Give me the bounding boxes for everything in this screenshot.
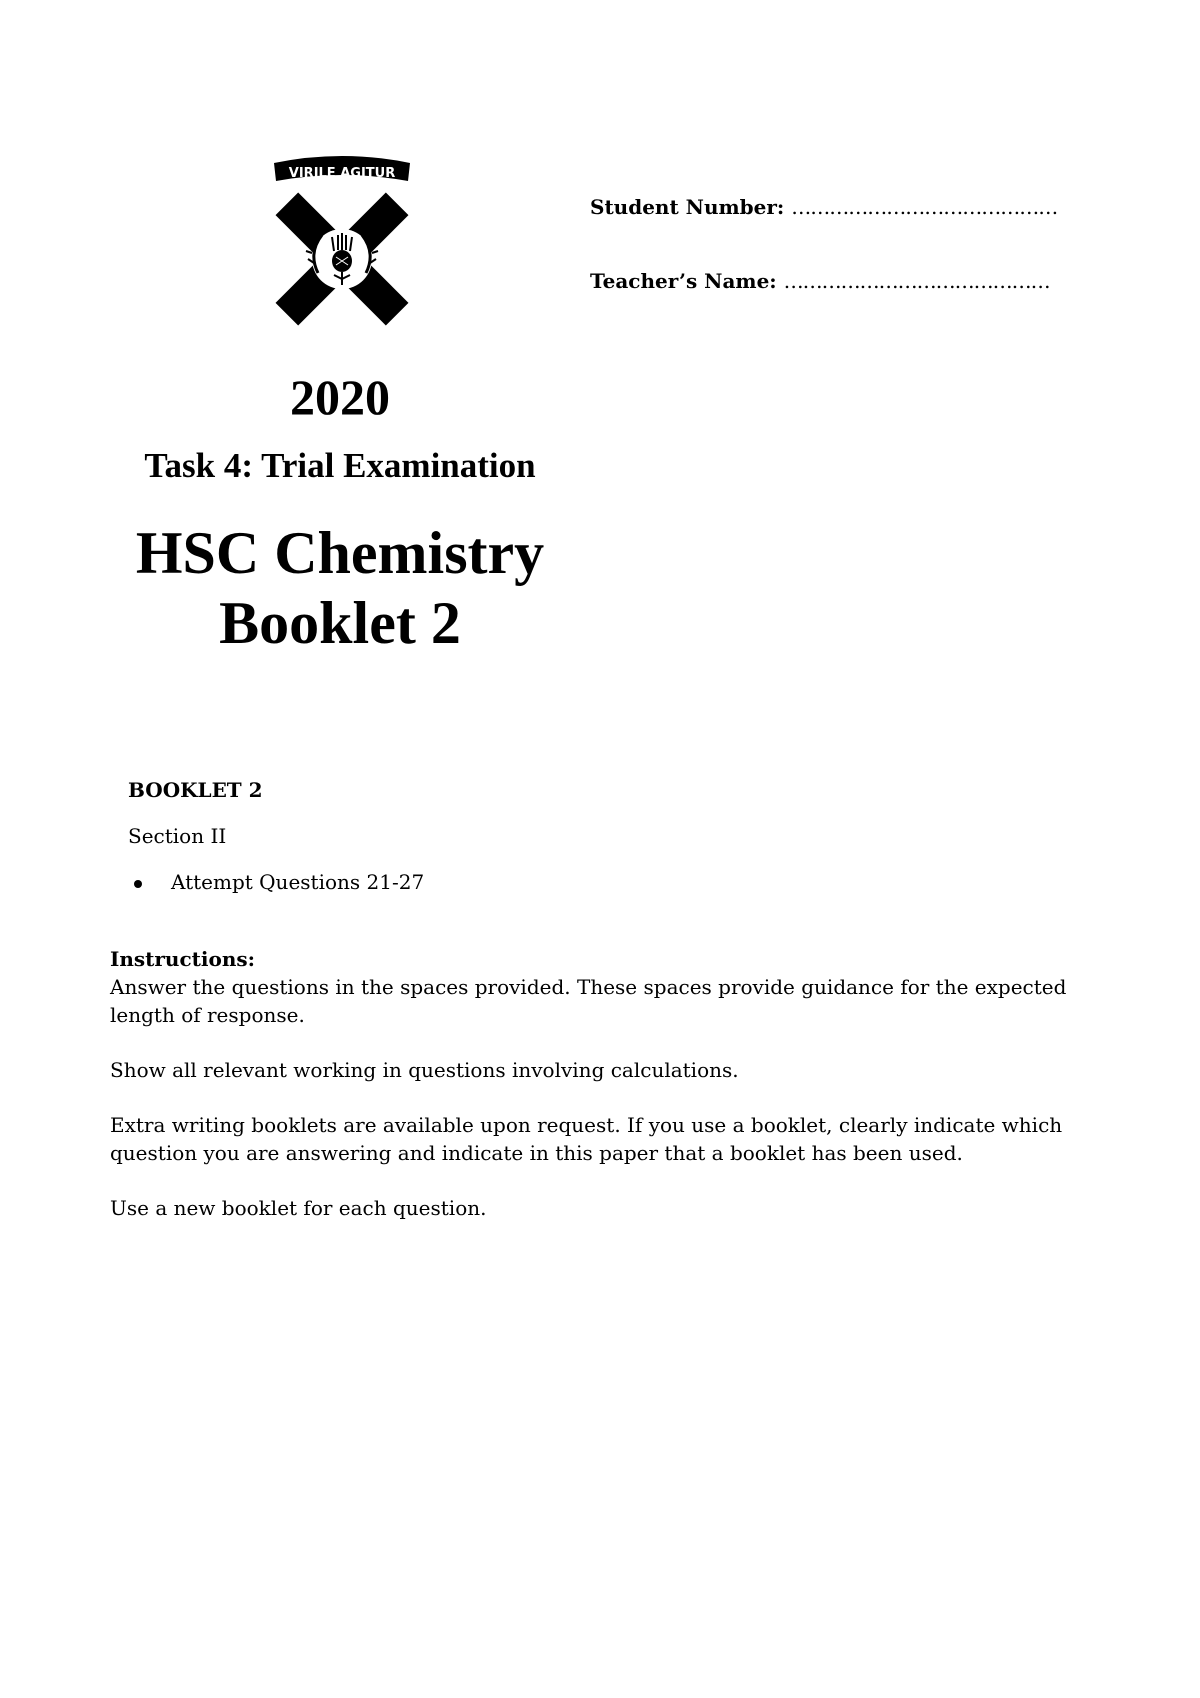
instruction-paragraph: Answer the questions in the spaces provided. These spaces provide guidance for the expected length of response. [110, 975, 1067, 1027]
student-number-field[interactable] [590, 195, 1057, 219]
page-title-line-2: Booklet 2 [219, 590, 461, 656]
list-item-text: Attempt Questions 21-27 [171, 870, 425, 894]
bullet-icon [134, 880, 142, 888]
task-title: Task 4: Trial Examination [144, 446, 536, 485]
instruction-paragraph: Show all relevant working in questions involving calculations. [110, 1058, 739, 1082]
section-label: Section II [128, 824, 227, 848]
svg-text:VIRILE AGITUR: VIRILE AGITUR [288, 166, 396, 181]
page-title-line-1: HSC Chemistry [135, 520, 545, 586]
instructions-title: Instructions: [110, 947, 256, 971]
booklet-heading: BOOKLET 2 [128, 778, 263, 802]
list-item [128, 870, 424, 894]
exam-year: 2020 [290, 369, 390, 425]
student-number-label: Student Number: [590, 195, 785, 219]
instructions-block [110, 945, 1120, 1249]
page-title [120, 518, 560, 658]
saltire-thistle-crest-icon [268, 153, 416, 331]
school-crest [268, 153, 416, 331]
student-number-blank: …………………………………… [791, 195, 1058, 219]
instruction-paragraph: Use a new booklet for each question. [110, 1196, 487, 1220]
instruction-paragraph: Extra writing booklets are available upon request. If you use a booklet, clearly indicate which question you are answering and indicate in this paper that a booklet has been used. [110, 1113, 1063, 1165]
teacher-name-label: Teacher’s Name: [590, 269, 777, 293]
teacher-name-field[interactable] [590, 269, 1050, 293]
teacher-name-blank: …………………………………… [783, 269, 1050, 293]
section-bullet-list [128, 870, 424, 894]
